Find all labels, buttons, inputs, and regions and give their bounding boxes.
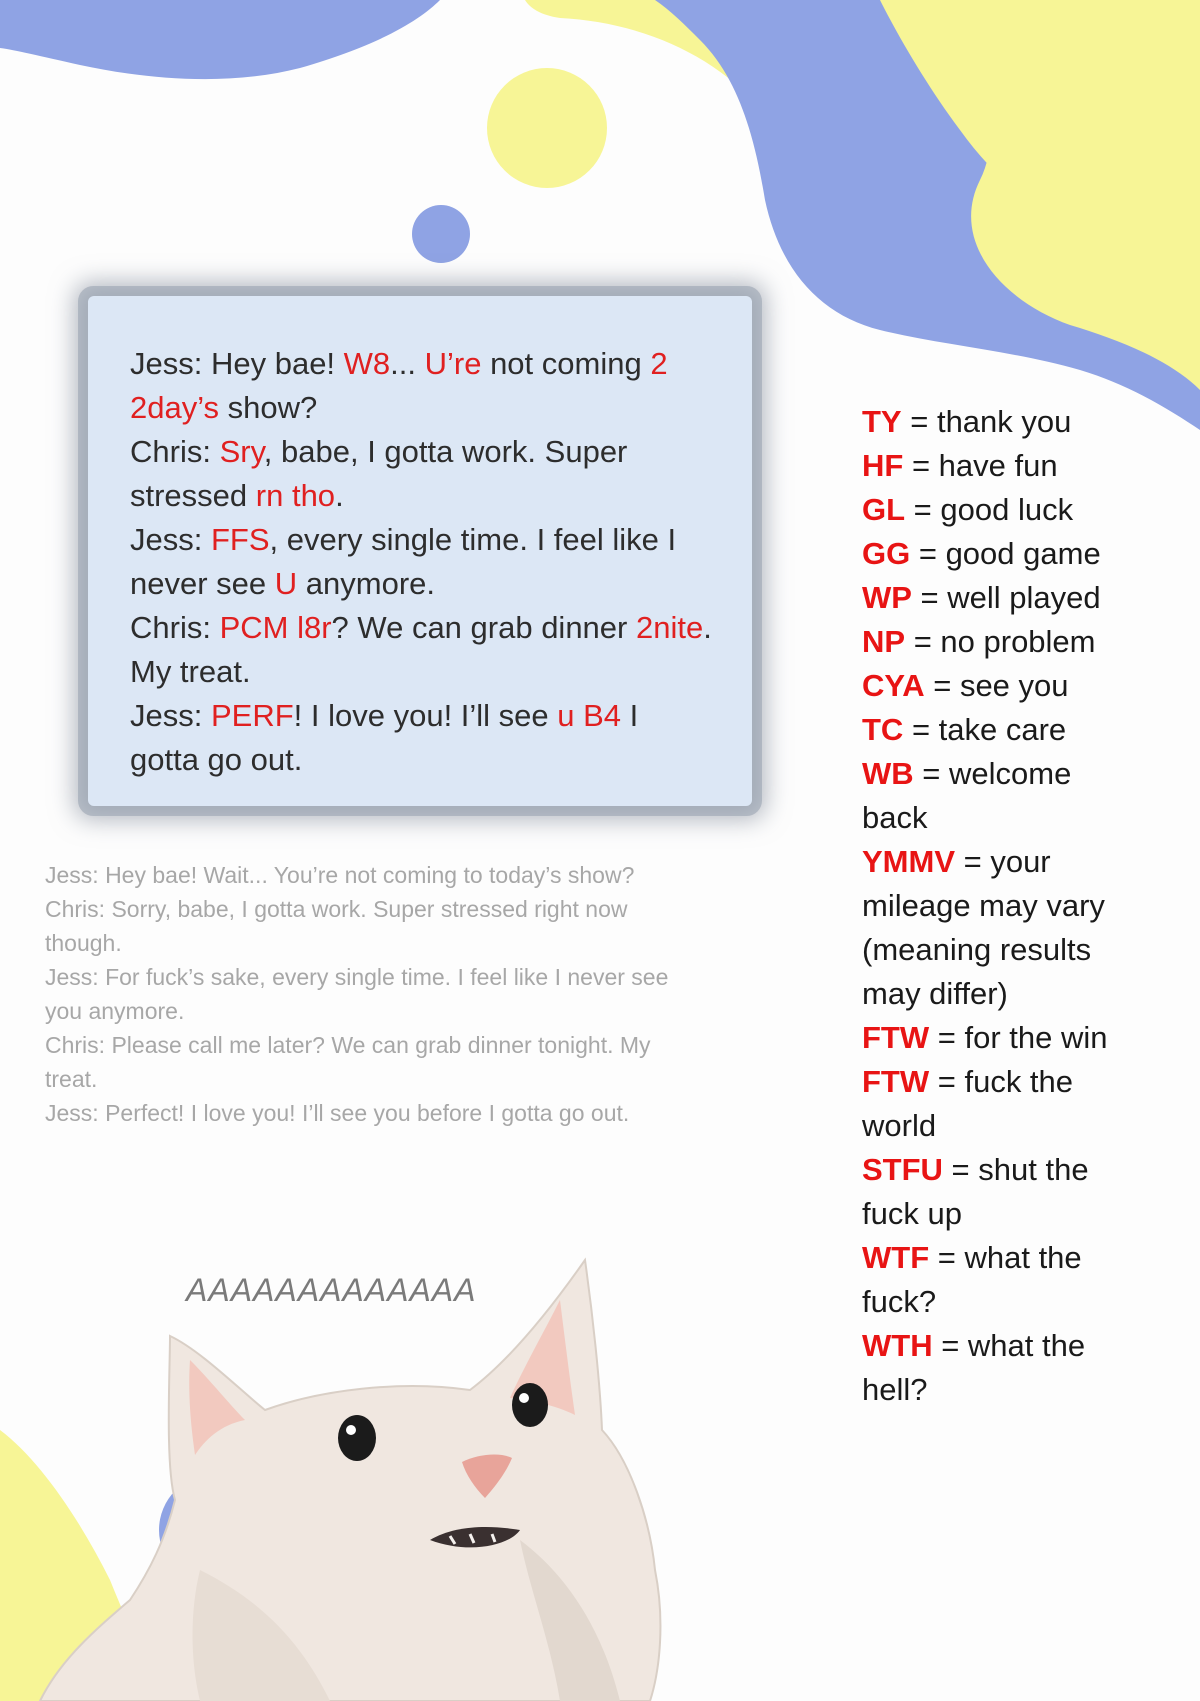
glossary-entry: [862, 444, 1132, 488]
translation-line: Chris: Sorry, babe, I gotta work. Super stressed right now though.: [45, 896, 628, 956]
glossary-entry: [862, 576, 1132, 620]
chat-text: Jess: Hey bae!: [130, 346, 344, 381]
glossary-abbreviation: WTH: [862, 1328, 933, 1363]
chat-abbreviation: 2: [650, 346, 668, 381]
chat-text: anymore.: [297, 566, 435, 601]
glossary-entry: [862, 1016, 1132, 1060]
chat-text: ! I love you! I’ll see: [293, 698, 558, 733]
chat-text: Chris:: [130, 434, 220, 469]
glossary-meaning: = no problem: [905, 624, 1096, 659]
translation-line: Jess: For fuck’s sake, every single time. I feel like I never see you anymore.: [45, 964, 669, 1024]
glossary-meaning: = have fun: [903, 448, 1058, 483]
glossary-abbreviation: GG: [862, 536, 911, 571]
glossary-meaning: = shut the fuck up: [862, 1152, 1089, 1231]
chat-abbreviation: 2nite: [635, 610, 704, 645]
chat-text: .: [335, 478, 344, 513]
glossary-meaning: = fuck the world: [862, 1064, 1074, 1143]
chat-text: Chris:: [130, 610, 220, 645]
screaming-cat-image: [0, 1240, 700, 1701]
glossary-entry: [862, 840, 1132, 1016]
chat-abbreviation: PERF: [210, 698, 294, 733]
chat-message: [130, 342, 712, 430]
chat-text: , every single time. I feel like I never see: [130, 522, 677, 601]
glossary-entry: [862, 532, 1132, 576]
yellow-circle: [487, 68, 607, 188]
chat-message: [130, 430, 712, 518]
abbreviation-glossary: [862, 400, 1132, 1412]
chat-text: Jess:: [130, 698, 211, 733]
translation-block: [45, 858, 695, 1130]
translation-line: Jess: Perfect! I love you! I’ll see you before I gotta go out.: [45, 1100, 630, 1126]
glossary-meaning: = good luck: [905, 492, 1074, 527]
glossary-entry: [862, 664, 1132, 708]
glossary-abbreviation: YMMV: [862, 844, 955, 879]
glossary-meaning: = for the win: [929, 1020, 1108, 1055]
glossary-meaning: = your mileage may vary (meaning results may differ): [862, 844, 1105, 1011]
glossary-entry: [862, 1236, 1132, 1324]
glossary-abbreviation: FTW: [862, 1020, 930, 1055]
chat-text: Jess:: [130, 522, 211, 557]
glossary-entry: [862, 1148, 1132, 1236]
chat-abbreviation: U’re: [424, 346, 482, 381]
chat-abbreviation: 2day’s: [130, 390, 220, 425]
chat-abbreviation: U: [274, 566, 298, 601]
cat-caption: AAAAAAAAAAAAA: [186, 1272, 477, 1308]
glossary-abbreviation: NP: [862, 624, 906, 659]
glossary-meaning: = good game: [910, 536, 1101, 571]
chat-abbreviation: W8: [343, 346, 391, 381]
glossary-abbreviation: WP: [862, 580, 912, 615]
glossary-entry: [862, 752, 1132, 840]
glossary-abbreviation: FTW: [862, 1064, 930, 1099]
chat-text: ? We can grab dinner: [331, 610, 636, 645]
glossary-abbreviation: CYA: [862, 668, 925, 703]
glossary-entry: [862, 620, 1132, 664]
glossary-abbreviation: TY: [862, 404, 902, 439]
glossary-abbreviation: TC: [862, 712, 904, 747]
chat-text: I gotta go out.: [130, 698, 639, 777]
cat-right-eye: [512, 1383, 548, 1427]
blue-wave-top-left: [0, 0, 440, 79]
chat-abbreviation: FFS: [210, 522, 270, 557]
glossary-abbreviation: GL: [862, 492, 906, 527]
glossary-entry: [862, 400, 1132, 444]
chat-abbreviation: u B4: [557, 698, 622, 733]
translation-line: Chris: Please call me later? We can grab dinner tonight. My treat.: [45, 1032, 651, 1092]
glossary-meaning: = welcome back: [862, 756, 1072, 835]
glossary-meaning: = thank you: [901, 404, 1072, 439]
glossary-meaning: = what the hell?: [862, 1328, 1086, 1407]
glossary-meaning: = well played: [911, 580, 1101, 615]
glossary-abbreviation: HF: [862, 448, 904, 483]
chat-text: not coming: [481, 346, 651, 381]
chat-abbreviation: Sry: [219, 434, 264, 469]
chat-message: [130, 518, 712, 606]
glossary-entry: [862, 708, 1132, 752]
translation-line: Jess: Hey bae! Wait... You’re not coming to today’s show?: [45, 862, 635, 888]
chat-message: [130, 606, 712, 694]
glossary-entry: [862, 1324, 1132, 1412]
glossary-meaning: = what the fuck?: [862, 1240, 1082, 1319]
chat-text: , babe, I gotta work. Super stressed: [130, 434, 628, 513]
chat-text: show?: [219, 390, 318, 425]
chat-text: . My treat.: [130, 610, 712, 689]
glossary-entry: [862, 488, 1132, 532]
glossary-abbreviation: WTF: [862, 1240, 930, 1275]
glossary-meaning: = take care: [903, 712, 1067, 747]
cat-left-eye: [338, 1415, 376, 1461]
chat-abbreviation: rn tho: [255, 478, 336, 513]
glossary-abbreviation: STFU: [862, 1152, 943, 1187]
glossary-meaning: = see you: [924, 668, 1069, 703]
chat-message-box: [88, 296, 752, 806]
glossary-abbreviation: WB: [862, 756, 914, 791]
chat-text: ...: [390, 346, 425, 381]
glossary-entry: [862, 1060, 1132, 1148]
blue-circle-small: [412, 205, 470, 263]
chat-abbreviation: PCM l8r: [219, 610, 332, 645]
chat-message: [130, 694, 712, 782]
